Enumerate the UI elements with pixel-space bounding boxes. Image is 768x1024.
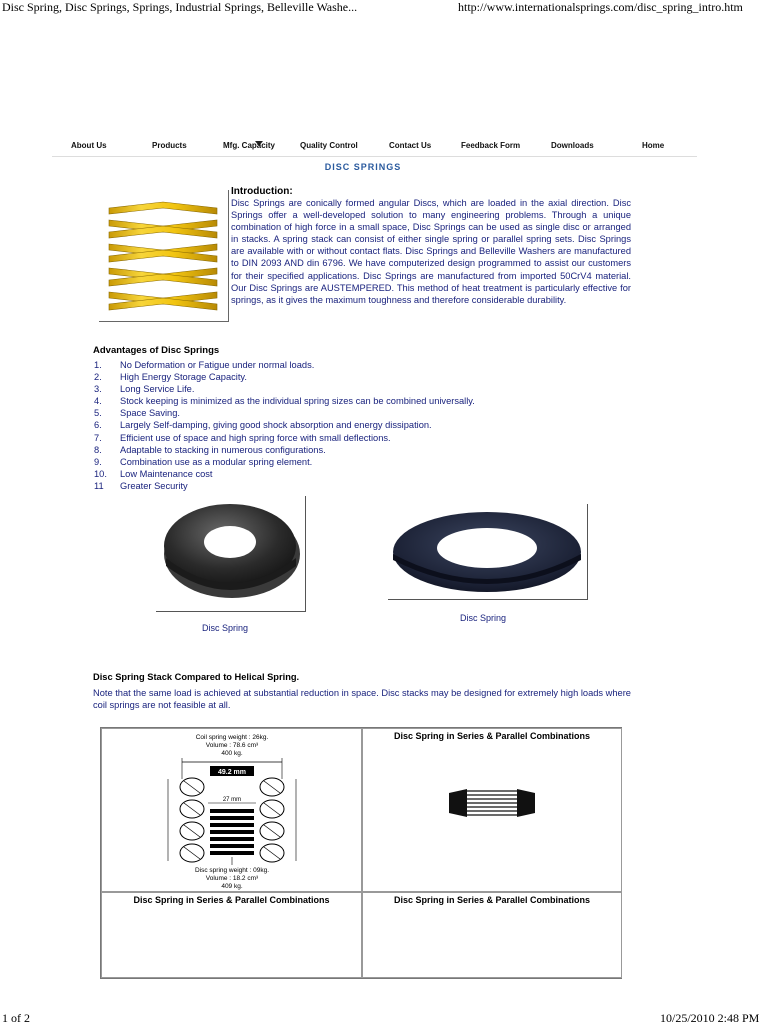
disc-spring-caption-right: Disc Spring bbox=[460, 613, 507, 623]
nav-home[interactable]: Home bbox=[642, 141, 665, 150]
list-item bbox=[93, 407, 653, 419]
disc-spring-photo-left bbox=[156, 496, 306, 612]
print-header-url: http://www.internationalsprings.com/disc_spring_intro.htm bbox=[458, 0, 743, 14]
list-item bbox=[93, 432, 653, 444]
table-cell bbox=[101, 892, 362, 978]
list-item bbox=[93, 444, 653, 456]
stack-comparison-note: Note that the same load is achieved at substantial reduction in space. Disc stacks may be designed for extremely high loads where coil springs are not feasible at all. bbox=[93, 688, 631, 711]
list-number: 4. bbox=[94, 396, 102, 407]
list-item bbox=[93, 480, 653, 492]
nav-products[interactable]: Products bbox=[152, 141, 187, 150]
list-text: Space Saving. bbox=[120, 408, 180, 419]
inner-diameter-label: 27 mm bbox=[222, 797, 242, 803]
list-item bbox=[93, 395, 653, 407]
nav-contact-us[interactable]: Contact Us bbox=[389, 141, 432, 150]
disc-spring-caption-left: Disc Spring bbox=[202, 623, 249, 633]
print-header bbox=[0, 0, 768, 14]
cell-title: Disc Spring in Series & Parallel Combinations bbox=[393, 895, 591, 905]
list-item bbox=[93, 456, 653, 468]
page-title: DISC SPRINGS bbox=[324, 162, 402, 172]
list-item bbox=[93, 371, 653, 383]
intro-paragraph: Disc Springs are conically formed angular Discs, which are loaded in the axial direction. Disc Springs offer a well-developed solution to many engineering problems. Through a unique combination of high force in a small space, Disc Springs can be used as single disc or arranged in stacks. A spring stack can consist of either single spring or parallel spring sets. Disc Springs are available with or without contact flats. Disc Springs and Belleville Washers are manufactured to DIN 2093 AND din 6796. We have computerized design programmed to assist our customers for their specified applications. Disc Springs are manufactured from imported 50CrV4 material. Our Disc Springs are AUSTEMPERED. This method of heat treatment is particularly effective for springs, as it gives the maximum toughness and therefore considerable durability. bbox=[231, 198, 631, 305]
intro-heading: Introduction: bbox=[231, 186, 293, 197]
list-number: 7. bbox=[94, 432, 102, 443]
nav-downloads[interactable]: Downloads bbox=[551, 141, 594, 150]
series-parallel-diagram bbox=[447, 787, 537, 819]
list-number: 5. bbox=[94, 408, 102, 419]
list-text: Long Service Life. bbox=[120, 384, 195, 395]
list-number: 6. bbox=[94, 420, 102, 431]
list-number: 8. bbox=[94, 444, 102, 455]
stack-comparison-heading: Disc Spring Stack Compared to Helical Spring. bbox=[93, 672, 300, 682]
list-item bbox=[93, 468, 653, 480]
table-cell bbox=[362, 892, 622, 978]
list-text: Adaptable to stacking in numerous configurations. bbox=[120, 444, 326, 455]
disc-weight-label: Disc spring weight : 09kg. bbox=[194, 867, 270, 874]
list-item bbox=[93, 359, 653, 371]
cell-title: Disc Spring in Series & Parallel Combinations bbox=[133, 895, 330, 905]
nav-mfg-capacity[interactable]: Mfg. Capacity bbox=[223, 141, 276, 150]
list-text: Stock keeping is minimized as the individual spring sizes can be combined universally. bbox=[120, 396, 475, 407]
list-item bbox=[93, 419, 653, 431]
nav-quality-control[interactable]: Quality Control bbox=[300, 141, 358, 150]
disc-load-label: 409 kg. bbox=[221, 883, 243, 890]
advantages-heading: Advantages of Disc Springs bbox=[93, 345, 220, 356]
list-text: Greater Security bbox=[120, 480, 188, 491]
disc-spring-photo-right bbox=[388, 504, 588, 600]
table-cell bbox=[101, 728, 362, 892]
nav-about-us[interactable]: About Us bbox=[71, 141, 107, 150]
list-number: 11 bbox=[94, 480, 104, 491]
outer-diameter-label: 49.2 mm bbox=[217, 769, 247, 776]
nav-feedback-form[interactable]: Feedback Form bbox=[461, 141, 521, 150]
print-header-title: Disc Spring, Disc Springs, Springs, Industrial Springs, Belleville Washe... bbox=[2, 0, 358, 14]
coil-load-label: 400 kg. bbox=[221, 750, 243, 757]
list-number: 1. bbox=[94, 360, 102, 370]
list-text: Low Maintenance cost bbox=[120, 468, 213, 479]
list-number: 9. bbox=[94, 456, 102, 467]
list-text: No Deformation or Fatigue under normal loads. bbox=[120, 360, 315, 370]
page-number: 1 of 2 bbox=[2, 1011, 30, 1024]
disc-volume-label: Volume : 18.2 cm³ bbox=[205, 875, 259, 882]
advantages-list bbox=[93, 359, 653, 492]
list-text: Largely Self-damping, giving good shock absorption and energy dissipation. bbox=[120, 420, 432, 431]
list-number: 2. bbox=[94, 372, 102, 383]
list-text: Combination use as a modular spring element. bbox=[120, 456, 313, 467]
list-text: Efficient use of space and high spring force with small deflections. bbox=[120, 432, 391, 443]
table-cell bbox=[362, 728, 622, 892]
coil-weight-label: Coil spring weight : 26kg. bbox=[195, 734, 269, 741]
list-text: High Energy Storage Capacity. bbox=[120, 372, 247, 383]
list-number: 10. bbox=[94, 468, 107, 479]
list-item bbox=[93, 383, 653, 395]
disc-spring-stack-image bbox=[99, 190, 229, 322]
comparison-table bbox=[100, 727, 622, 979]
list-number: 3. bbox=[94, 384, 102, 395]
coil-volume-label: Volume : 78.6 cm³ bbox=[205, 742, 259, 749]
main-nav bbox=[52, 137, 697, 157]
print-datetime: 10/25/2010 2:48 PM bbox=[660, 1011, 760, 1024]
cell-title: Disc Spring in Series & Parallel Combinations bbox=[393, 731, 591, 741]
